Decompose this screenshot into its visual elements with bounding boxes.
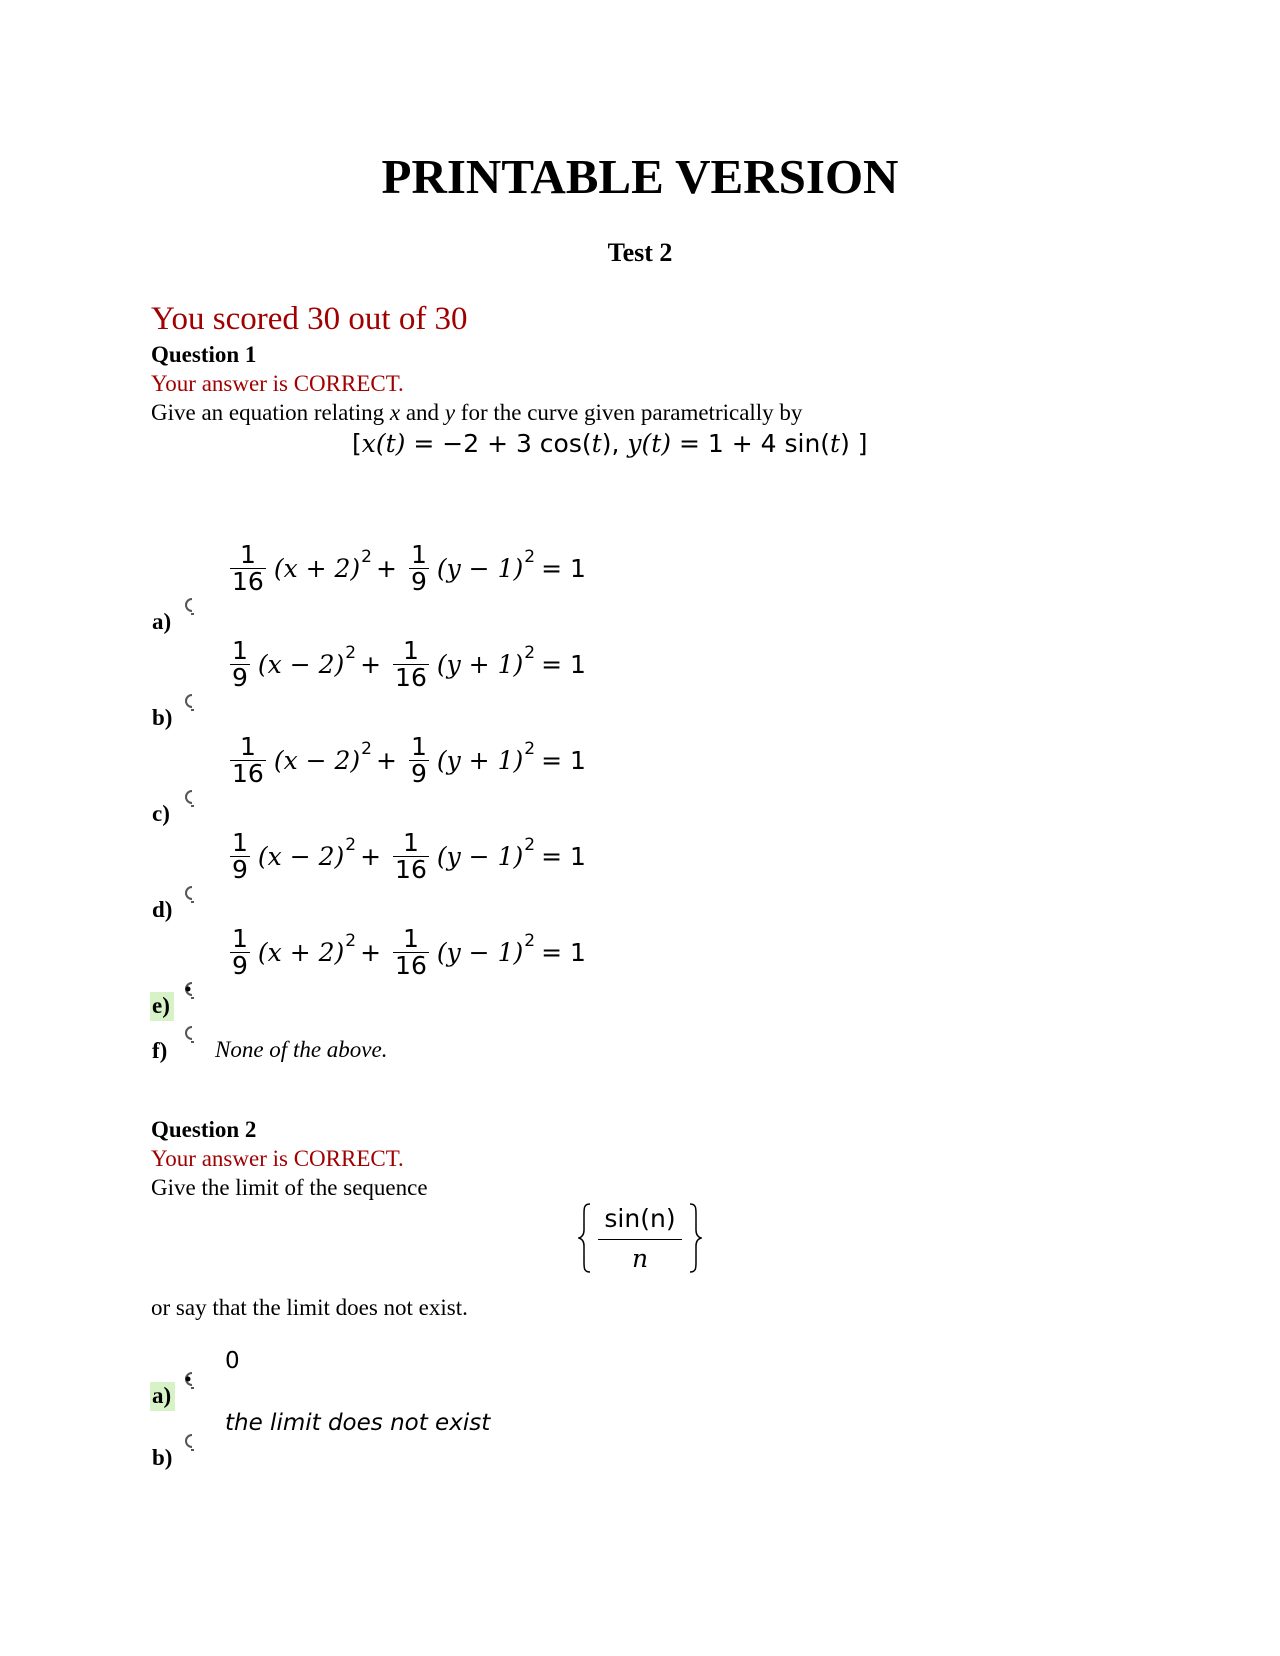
q2-option-a-text: 0: [225, 1348, 240, 1374]
option-d-label: d): [152, 897, 173, 922]
option-b-radio[interactable]: [180, 692, 197, 712]
q2-option-a-radio-selected[interactable]: [180, 1370, 197, 1390]
question-1-heading: Question 1: [151, 342, 257, 367]
option-f-text: None of the above.: [215, 1037, 388, 1062]
option-e-radio-selected[interactable]: [180, 980, 197, 1000]
option-a-radio[interactable]: [180, 596, 197, 616]
q2-option-b-label: b): [152, 1445, 173, 1470]
question-2-verdict: Your answer is CORRECT.: [151, 1146, 404, 1171]
question-2-heading: Question 2: [151, 1117, 257, 1142]
fraction-bar: [598, 1239, 682, 1240]
option-b-equation: $\frac{1}{9}$ (x − 2) 2 + $\frac{1}{16}$ (y + 1) 2 = 1: [232, 636, 586, 693]
option-a-label: a): [152, 609, 172, 634]
q2-option-b-radio[interactable]: [180, 1432, 197, 1452]
question-1-prompt: Give an equation relating x and y for the curve given parametrically by: [151, 400, 803, 425]
q2-option-a-label-selected: a): [150, 1382, 175, 1411]
option-f-radio[interactable]: [180, 1024, 197, 1044]
sequence-denominator: n: [631, 1244, 649, 1273]
option-d-radio[interactable]: [180, 884, 197, 904]
option-e-equation: $\frac{1}{9}$ (x + 2) 2 + $\frac{1}{16}$ (y − 1) 2 = 1: [232, 924, 586, 981]
option-e-label-selected: e): [150, 992, 174, 1021]
question-1-verdict: Your answer is CORRECT.: [151, 371, 404, 396]
score-summary: You scored 30 out of 30: [151, 301, 468, 337]
option-c-label: c): [152, 801, 170, 826]
option-d-equation: $\frac{1}{9}$ (x − 2) 2 + $\frac{1}{16}$ (y − 1) 2 = 1: [232, 828, 586, 885]
option-c-radio[interactable]: [180, 788, 197, 808]
test-title: Test 2: [607, 238, 673, 267]
page-title: PRINTABLE VERSION: [381, 149, 899, 204]
question-2-prompt-after: or say that the limit does not exist.: [151, 1295, 468, 1320]
q2-option-b-text: the limit does not exist: [225, 1410, 491, 1436]
question-2-sequence: [578, 1200, 702, 1276]
option-b-label: b): [152, 705, 173, 730]
question-1-parametric-equation: [x(t) = −2 + 3 cos(t), y(t) = 1 + 4 sin(t) ]: [352, 429, 868, 458]
sequence-numerator: sin(n): [604, 1204, 676, 1233]
option-a-equation: $\frac{1}{16}$ (x + 2) 2 + $\frac{1}{9}$ (y − 1) 2 = 1: [232, 540, 586, 597]
option-f-label: f): [152, 1038, 168, 1063]
option-c-equation: $\frac{1}{16}$ (x − 2) 2 + $\frac{1}{9}$ (y + 1) 2 = 1: [232, 732, 586, 789]
question-2-prompt: Give the limit of the sequence: [151, 1175, 428, 1200]
